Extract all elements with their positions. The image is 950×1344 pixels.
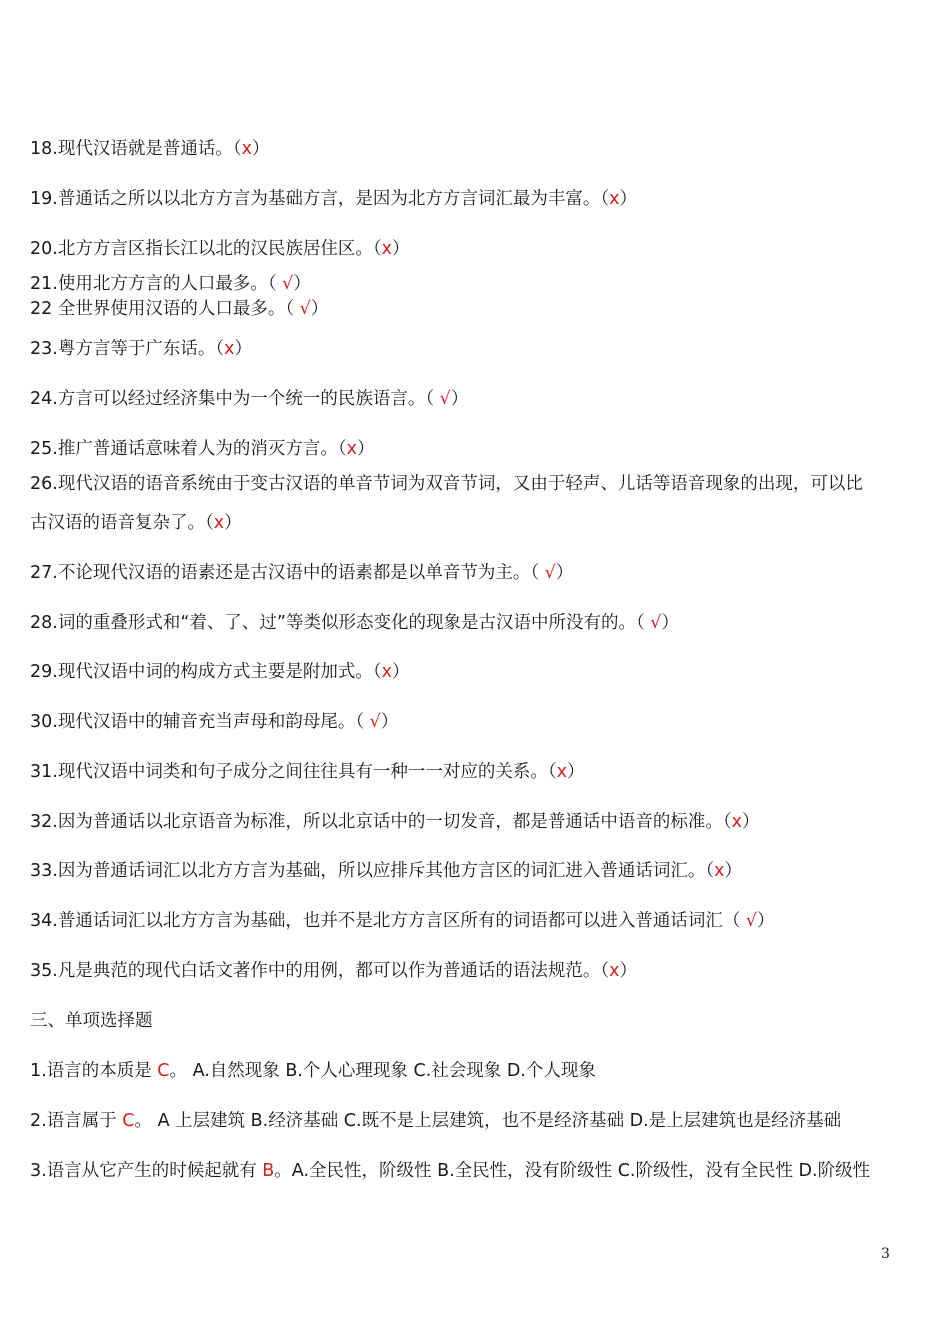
answer-mark: x [224,339,235,359]
text-line [30,473,863,495]
line-text: 25.推广普通话意味着人为的消灭方言。（ [30,439,347,459]
answer-mark: √ [650,613,662,633]
line-text: 29.现代汉语中词的构成方式主要是附加式。（ [30,662,382,682]
answer-mark: x [346,439,357,459]
line-tail: ） [251,139,270,159]
answer-mark: x [381,239,392,259]
line-tail: 。A.全民性，阶级性 B.全民性，没有阶级性 C.阶级性，没有全民性 D.阶级性 [274,1161,871,1181]
text-line [30,661,409,683]
line-tail: ） [741,812,760,832]
line-tail: ） [391,239,410,259]
line-tail: ） [619,961,637,981]
line-text: 31.现代汉语中词类和句子成分之间往往具有一种一一对应的关系。（ [30,762,557,782]
text-line [30,761,584,783]
text-line [30,273,311,295]
text-line [30,910,775,932]
line-tail: ） [661,613,679,633]
line-text: 28.词的重叠形式和“着、了、过”等类似形态变化的现象是古汉语中所没有的。（ [30,613,651,633]
text-line [30,1060,596,1082]
line-text: 三、单项选择题 [30,1011,153,1031]
answer-mark: x [381,662,392,682]
text-line [30,960,637,982]
line-text: 2.语言属于 [30,1111,123,1131]
line-tail: ） [555,563,574,583]
text-line [30,711,398,733]
line-text: 33.因为普通话词汇以北方方言为基础，所以应排斥其他方言区的词汇进入普通话词汇。（ [30,861,715,881]
line-text: 3.语言从它产生的时候起就有 [30,1161,263,1181]
line-text: 32.因为普通话以北京语音为标准，所以北京话中的一切发音，都是普通话中语音的标准。（ [30,812,732,832]
line-tail: ） [619,189,637,209]
line-text: 19.普通话之所以以北方方言为基础方言，是因为北方方言词汇最为丰富。（ [30,189,610,209]
line-tail: ） [234,339,252,359]
text-line [30,298,328,320]
answer-mark: √ [369,712,381,732]
line-text: 20.北方方言区指长江以北的汉民族居住区。（ [30,239,382,259]
line-tail: ） [724,861,742,881]
text-line [30,562,573,584]
line-text: 21.使用北方方言的人口最多。（ [30,274,283,294]
line-tail: ） [224,513,242,533]
text-line [30,1110,841,1132]
line-tail: ） [391,662,410,682]
answer-mark: x [609,189,620,209]
answer-mark: √ [439,389,451,409]
text-line [30,860,742,882]
line-text: 24.方言可以经过经济集中为一个统一的民族语言。（ [30,389,440,409]
line-text: 35.凡是典范的现代白话文著作中的用例，都可以作为普通话的语法规范。（ [30,961,610,981]
line-text: 1.语言的本质是 [30,1061,158,1081]
line-tail: ） [356,439,375,459]
answer-mark: √ [299,299,311,319]
text-line [30,238,409,260]
text-line [30,438,374,460]
answer-mark: C [122,1111,135,1131]
text-line [30,512,242,534]
line-tail: ） [566,762,585,782]
line-tail: ） [757,911,775,931]
answer-mark: B [262,1161,275,1181]
text-line [30,1160,870,1182]
answer-mark: x [609,961,620,981]
text-line [30,1010,153,1032]
answer-mark: √ [544,563,556,583]
line-text: 古汉语的语音复杂了。（ [30,513,214,533]
line-tail: ） [380,712,399,732]
line-text: 26.现代汉语的语音系统由于变古汉语的单音节词为双音节词，又由于轻声、儿话等语音现象的出现，可以比 [30,474,863,494]
line-text: 18.现代汉语就是普通话。（ [30,139,242,159]
answer-mark: x [731,812,742,832]
line-tail: ） [293,274,311,294]
answer-mark: x [556,762,567,782]
answer-mark: x [714,861,725,881]
text-line [30,338,252,360]
answer-mark: x [241,139,252,159]
text-line [30,612,679,634]
answer-mark: √ [282,274,294,294]
text-line [30,811,759,833]
text-line [30,188,637,210]
line-tail: 。 A 上层建筑 B.经济基础 C.既不是上层建筑，也不是经济基础 D.是上层建筑也是经济基础 [134,1111,842,1131]
answer-mark: C [157,1061,170,1081]
line-text: 22 全世界使用汉语的人口最多。（ [30,299,300,319]
text-line [30,138,269,160]
text-line [30,388,468,410]
line-text: 23.粤方言等于广东话。（ [30,339,225,359]
line-tail: ） [450,389,469,409]
answer-mark: √ [745,911,758,931]
line-text: 30.现代汉语中的辅音充当声母和韵母尾。（ [30,712,370,732]
line-text: 27.不论现代汉语的语素还是古汉语中的语素都是以单音节为主。（ [30,563,545,583]
line-text: 34.普通话词汇以北方方言为基础，也并不是北方方言区所有的词语都可以进入普通话词汇（ [30,911,746,931]
line-tail: ） [310,299,329,319]
line-tail: 。 A.自然现象 B.个人心理现象 C.社会现象 D.个人现象 [169,1061,596,1081]
page-number: 3 [881,1246,890,1262]
answer-mark: x [213,513,225,533]
